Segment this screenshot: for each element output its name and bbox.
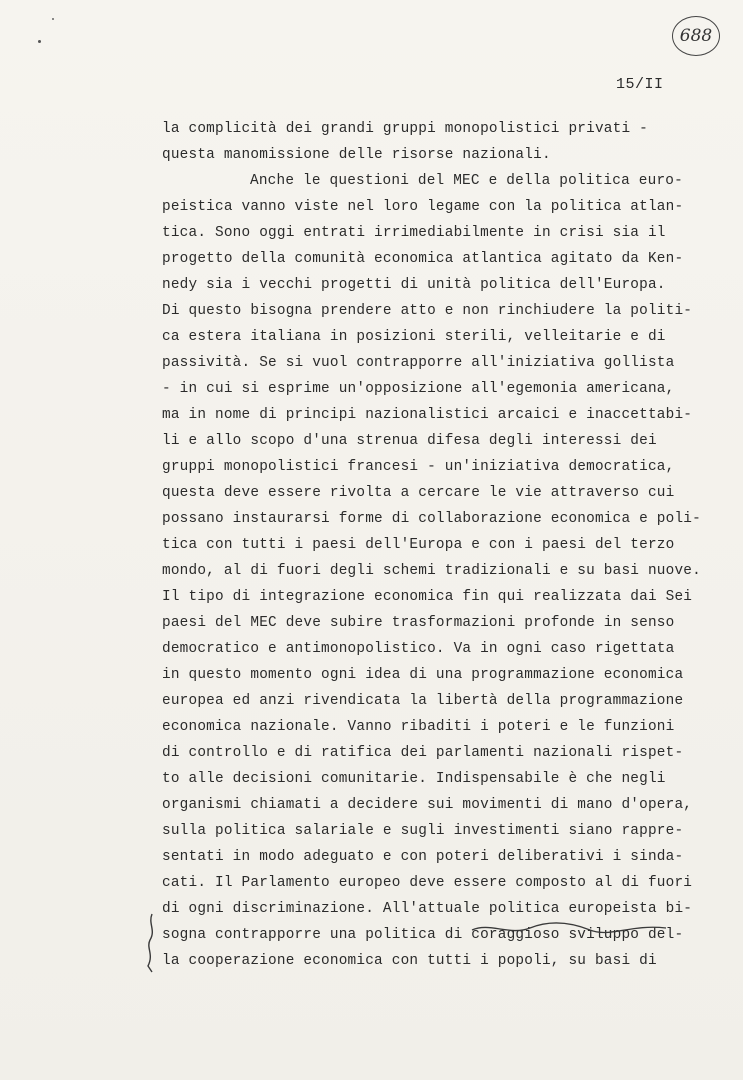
handwritten-underline-mark [470,918,670,938]
text-line: Il tipo di integrazione economica fin qui realizzata dai Sei [162,589,693,605]
archive-stamp [672,16,720,56]
text-line: la cooperazione economica con tutti i popoli, su basi di [162,953,657,969]
text-line: Di questo bisogna prendere atto e non rinchiudere la politi- [162,303,693,319]
text-line: passività. Se si vuol contrapporre all'iniziativa gollista [162,355,675,371]
text-line: questa deve essere rivolta a cercare le vie attraverso cui [162,485,675,501]
page-number: 15/II [616,76,664,93]
text-line: questa manomissione delle risorse nazionali. [162,147,551,163]
text-line: nedy sia i vecchi progetti di unità politica dell'Europa. [162,277,666,293]
text-line: ma in nome di principi nazionalistici arcaici e inaccettabi- [162,407,693,423]
text-line: organismi chiamati a decidere sui movimenti di mano d'opera, [162,797,693,813]
text-line: economica nazionale. Vanno ribaditi i poteri e le funzioni [162,719,675,735]
text-line: to alle decisioni comunitarie. Indispensabile è che negli [162,771,666,787]
text-line: - in cui si esprime un'opposizione all'egemonia americana, [162,381,675,397]
text-line: di ogni discriminazione. All'attuale politica europeista bi- [162,901,693,917]
text-line: la complicità dei grandi gruppi monopolistici privati - [162,121,648,137]
handwritten-margin-mark [140,910,160,974]
text-line: tica con tutti i paesi dell'Europa e con i paesi del terzo [162,537,675,553]
text-line: sulla politica salariale e sugli investimenti siano rappre- [162,823,684,839]
text-line: peistica vanno viste nel loro legame con la politica atlan- [162,199,684,215]
text-line: mondo, al di fuori degli schemi tradizionali e su basi nuove. [162,563,701,579]
text-line: Anche le questioni del MEC e della politica euro- [250,173,683,189]
text-line: di controllo e di ratifica dei parlamenti nazionali rispet- [162,745,684,761]
text-line: sogna contrapporre una politica di coraggioso sviluppo del- [162,927,684,943]
text-line: europea ed anzi rivendicata la libertà della programmazione [162,693,684,709]
text-line: tica. Sono oggi entrati irrimediabilmente in crisi sia il [162,225,666,241]
text-line: gruppi monopolistici francesi - un'iniziativa democratica, [162,459,675,475]
body-text [162,116,701,974]
ink-speck [52,18,54,20]
text-line: democratico e antimonopolistico. Va in ogni caso rigettata [162,641,675,657]
ink-speck [38,40,41,43]
text-line: possano instaurarsi forme di collaborazione economica e poli- [162,511,701,527]
text-line: in questo momento ogni idea di una programmazione economica [162,667,684,683]
text-line: sentati in modo adeguato e con poteri deliberativi i sinda- [162,849,684,865]
text-line: ca estera italiana in posizioni sterili, velleitarie e di [162,329,666,345]
text-line: li e allo scopo d'una strenua difesa degli interessi dei [162,433,657,449]
text-line: paesi del MEC deve subire trasformazioni profonde in senso [162,615,675,631]
text-line: cati. Il Parlamento europeo deve essere composto al di fuori [162,875,693,891]
text-line: progetto della comunità economica atlantica agitato da Ken- [162,251,684,267]
stamp-label: 688 [679,26,713,46]
